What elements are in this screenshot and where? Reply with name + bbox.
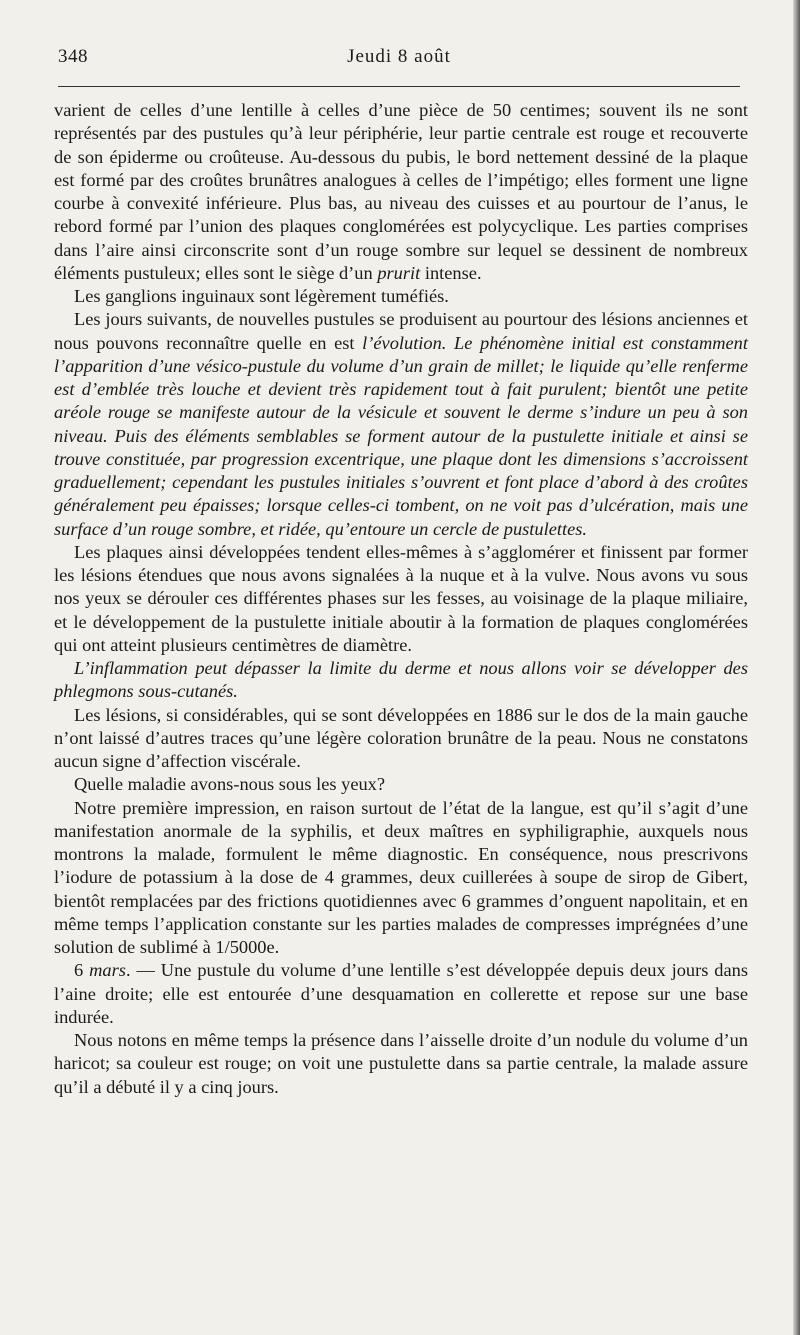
running-title: Jeudi 8 août — [347, 46, 451, 67]
italic-run: l’évolution. Le phénomène initial est constamment l’apparition d’une vésico-pustule du volume d’un grain de millet; le liquide qu’elle renferme est d’emblée très louche et devient très rapidement tout à fait purulent; bientôt une petite aréole rouge se manifeste autour de la vésicule et souvent le derme s’indure un peu à son niveau. Puis des éléments semblables se forment autour de la pustulette initiale et ainsi se trouve constituée, par progression excentrique, une plaque dont les dimensions s’accroissent graduellement; cependant les pustules initiales s’ouvrent et font place d’abord à des croûtes généralement peu épaisses; lorsque celles-ci tombent, on ne voit pas d’ulcération, mais une surface d’un rouge sombre, et ridée, qu’entoure un cercle de pustulettes. — [54, 332, 748, 539]
text-run: intense. — [420, 262, 482, 283]
page-edge-shadow — [793, 0, 800, 1335]
paragraph — [54, 541, 748, 657]
paragraph — [54, 959, 748, 1029]
text-run: Les ganglions inguinaux sont légèrement tuméfiés. — [74, 286, 449, 306]
header-rule — [58, 86, 740, 87]
page-number: 348 — [58, 46, 88, 67]
paragraph — [54, 1029, 748, 1099]
paragraph — [54, 773, 748, 796]
paragraph — [54, 308, 748, 541]
text-run: varient de celles d’une lentille à celles d’une pièce de 50 centimes; souvent ils ne sont représentés par des pustules qu’à leur périphérie, leur partie centrale est rouge et recouverte de son épiderme ou croûteuse. Au-dessous du pubis, le bord nettement dessiné de la plaque est formé par des croûtes brunâtres analogues à celles de l’impétigo; elles forment une ligne courbe à convexité inférieure. Plus bas, au niveau des cuisses et au pourtour de l’anus, le rebord formé par l’union des plaques conglomérées est polycyclique. Les parties comprises dans l’aire ainsi circonscrite sont d’un rouge sombre sur lequel se dessinent de nombreux éléments pustuleux; elles sont le siège d’un — [54, 100, 748, 283]
page-header — [58, 46, 740, 76]
italic-run: mars — [89, 960, 126, 981]
italic-run: L’inflammation peut dépasser la limite du derme et nous allons voir se développer des phlegmons sous-cutanés. — [54, 658, 748, 702]
text-run: Quelle maladie avons-nous sous les yeux? — [74, 774, 386, 795]
text-run: Les jours suivants, de nouvelles pustules se produisent au pourtour des lésions anciennes et nous pouvons reconnaître quelle en est — [54, 309, 748, 353]
text-run: Les lésions, si considérables, qui se sont développées en 1886 sur le dos de la main gauche n’ont laissé d’autres traces qu’une légère coloration brunâtre de la peau. Nous ne constatons aucun signe d’affection viscérale. — [54, 704, 748, 771]
body-text — [54, 99, 748, 1099]
text-run: . — Une pustule du volume d’une lentille s’est développée depuis deux jours dans l’aine droite; elle est entourée d’une desquamation en collerette et repose sur une base indurée. — [54, 960, 749, 1027]
text-run: Nous notons en même temps la présence dans l’aisselle droite d’un nodule du volume d’un haricot; sa couleur est rouge; on voit une pustulette dans sa partie centrale, la malade assure qu’il a débuté il y a cinq jours. — [54, 1030, 748, 1097]
paragraph — [54, 285, 748, 308]
text-run: Les plaques ainsi développées tendent elles-mêmes à s’agglomérer et finissent par former les lésions étendues que nous avons signalées à la nuque et à la vulve. Nous avons vu sous nos yeux se dérouler ces différentes phases sur les fesses, au voisinage de la plaque miliaire, et le développement de la pustulette initiale aboutir à la formation de plaques conglomérées qui ont atteint plusieurs centimètres de diamètre. — [54, 541, 748, 655]
paragraph — [54, 657, 748, 704]
italic-run: prurit — [377, 262, 421, 283]
text-run: 6 — [74, 960, 90, 981]
text-run: Notre première impression, en raison surtout de l’état de la langue, est qu’il s’agit d’une manifestation anormale de la syphilis, et deux maîtres en syphiligraphie, auxquels nous montrons la malade, formulent le même diagnostic. En conséquence, nous prescrivons l’iodure de potassium à la dose de 4 grammes, deux cuillerées à soupe de sirop de Gibert, bientôt remplacées par des frictions quotidiennes avec 6 grammes d’onguent napolitain, et en même temps l’application constante sur les parties malades de compresses imprégnées d’une solution de sublimé à 1/5000e. — [54, 797, 748, 957]
paragraph — [54, 797, 748, 960]
paragraph — [54, 99, 748, 285]
paragraph — [54, 704, 748, 774]
